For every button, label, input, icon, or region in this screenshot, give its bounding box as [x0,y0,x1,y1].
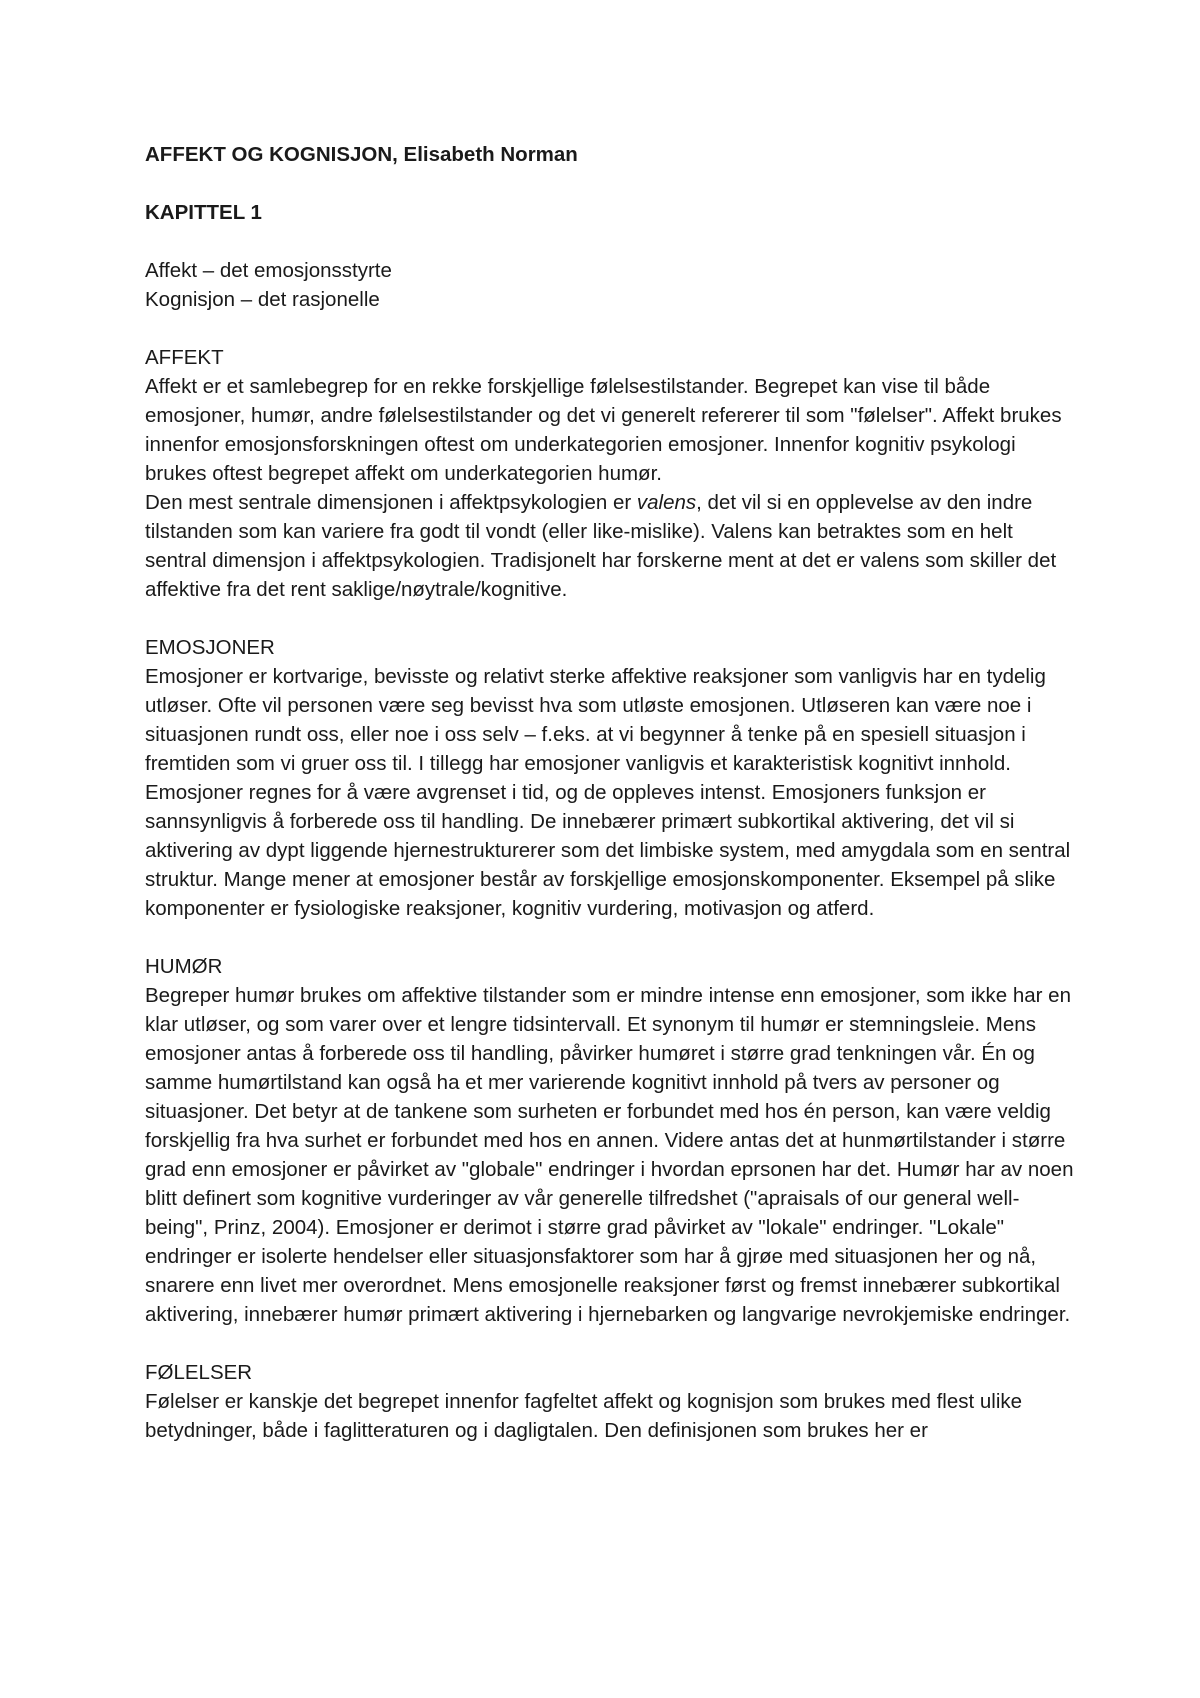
section-humor [145,952,1075,1329]
section-heading-affekt: AFFEKT [145,346,224,369]
chapter-heading: KAPITTEL 1 [145,201,262,224]
section-heading-humor: HUMØR [145,955,223,978]
document-title: AFFEKT OG KOGNISJON, Elisabeth Norman [145,143,578,166]
paragraph-affekt-2 [145,488,1075,604]
intro-block [145,256,1075,314]
section-affekt [145,343,1075,604]
paragraph-affekt-2-start: Den mest sentrale dimensjonen i affektpsykologien er [145,491,637,514]
section-folelser [145,1358,1075,1445]
section-emosjoner [145,633,1075,923]
paragraph-folelser: Følelser er kanskje det begrepet innenfor fagfeltet affekt og kognisjon som brukes med flest ulike betydninger, både i faglitteraturen og i dagligtalen. Den definisjonen som brukes her er [145,1390,1023,1442]
document-page [145,140,1075,1445]
intro-line-affekt: Affekt – det emosjonsstyrte [145,259,392,282]
paragraph-emosjoner: Emosjoner er kortvarige, bevisste og relativt sterke affektive reaksjoner som vanligvis har en tydelig utløser. Ofte vil personen være seg bevisst hva som utløste emosjonen. Utløseren kan være noe i situasjonen rundt oss, eller noe i oss selv – f.eks. at vi begynner å tenke på en spesiell situasjon i fremtiden som vi gruer oss til. I tillegg har emosjoner vanligvis et karakteristisk kognitivt innhold. Emosjoner regnes for å være avgrenset i tid, og de oppleves intenst. Emosjoners funksjon er sannsynligvis å forberede oss til handling. De innebærer primært subkortikal aktivering, det vil si aktivering av dypt liggende hjernestrukturerer som det limbiske system, med amygdala som en sentral struktur. Mange mener at emosjoner består av forskjellige emosjonskomponenter. Eksempel på slike komponenter er fysiologiske reaksjoner, kognitiv vurdering, motivasjon og atferd. [145,665,1071,920]
paragraph-affekt-1: Affekt er et samlebegrep for en rekke forskjellige følelsestilstander. Begrepet kan vise til både emosjoner, humør, andre følelsestilstander og det vi generelt refererer til som "følelser". Affekt brukes innenfor emosjonsforskningen oftest om underkategorien emosjoner. Innenfor kognitiv psykologi brukes oftest begrepet affekt om underkategorien humør. [145,375,1062,485]
paragraph-affekt-2-end: , det vil si en opplevelse av den indre tilstanden som kan variere fra godt til vondt (eller like-mislike). Valens kan betraktes som en helt sentral dimensjon i affektpsykologien. Tradisjonelt har forskerne ment at det er valens som skiller det affektive fra det rent saklige/nøytrale/kognitive. [145,491,1057,601]
paragraph-humor: Begreper humør brukes om affektive tilstander som er mindre intense enn emosjoner, som ikke har en klar utløser, og som varer over et lengre tidsintervall. Et synonym til humør er stemningsleie. Mens emosjoner antas å forberede oss til handling, påvirker humøret i større grad tenkningen vår. Én og samme humørtilstand kan også ha et mer varierende kognitivt innhold på tvers av personer og situasjoner. Det betyr at de tankene som surheten er forbundet med hos én person, kan være veldig forskjellig fra hva surhet er forbundet med hos en annen. Videre antas det at hunmørtilstander i større grad enn emosjoner er påvirket av "globale" endringer i hvordan eprsonen har det. Humør har av noen blitt definert som kognitive vurderinger av vår generelle tilfredshet ("apraisals of our general well-being", Prinz, 2004). Emosjoner er derimot i større grad påvirket av "lokale" endringer. "Lokale" endringer er isolerte hendelser eller situasjonsfaktorer som har å gjrøe med situasjonen her og nå, snarere enn livet mer overordnet. Mens emosjonelle reaksjoner først og fremst innebærer subkortikal aktivering, innebærer humør primært aktivering i hjernebarken og langvarige nevrokjemiske endringer. [145,984,1074,1326]
intro-line-kognisjon: Kognisjon – det rasjonelle [145,288,380,311]
section-heading-emosjoner: EMOSJONER [145,636,275,659]
section-heading-folelser: FØLELSER [145,1361,253,1384]
term-valens: valens [636,491,697,514]
